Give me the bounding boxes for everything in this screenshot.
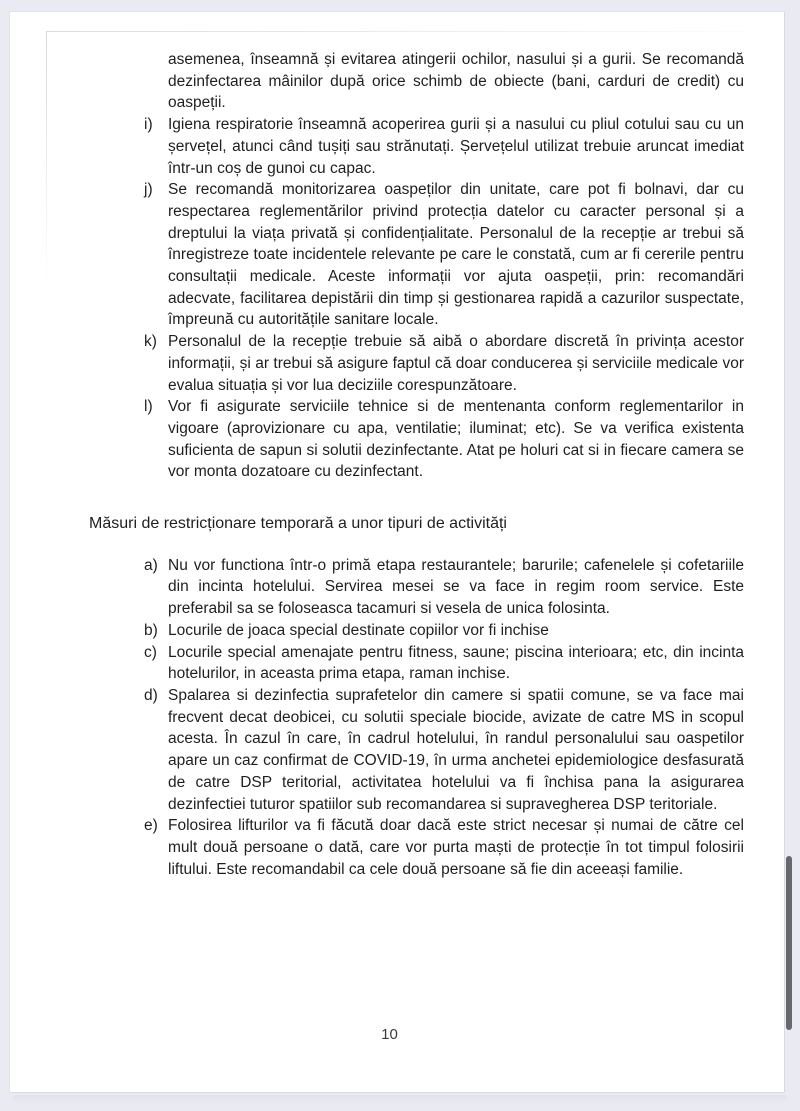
list-item	[89, 815, 744, 880]
list-item	[89, 179, 744, 331]
list-item	[89, 331, 744, 396]
list-item-text: Personalul de la recepție trebuie să aibă o abordare discretă în privința acestor informații, și ar trebui să asigure faptul că doar conducerea și serviciile medicale vor evalua situația și vor lua deciziile corespunzătoare.	[168, 333, 744, 394]
list-item-label: j)	[144, 181, 153, 199]
list-item-label: c)	[144, 643, 157, 661]
list-item-label: a)	[144, 556, 158, 574]
list-item-text: Locurile special amenajate pentru fitness, saune; piscina interioara; etc, din incinta hotelurilor, in aceasta prima etapa, raman inchise.	[168, 643, 744, 683]
list-item	[89, 396, 744, 483]
list-item	[89, 555, 744, 620]
list-item-label: d)	[144, 686, 158, 704]
list-item	[89, 620, 744, 642]
page-stack-shadow	[14, 1095, 786, 1103]
section-heading: Măsuri de restricționare temporară a unor tipuri de activități	[89, 515, 507, 533]
list-item-text: Folosirea lifturilor va fi făcută doar dacă este strict necesar și numai de către cel mult două persoane o dată, care vor purta maști de protecție în tot timpul folosirii liftului. Este recomandabil ca cele două persoane să fie din aceeași familie.	[168, 817, 744, 878]
list-item	[89, 114, 744, 179]
hygiene-list	[89, 114, 744, 483]
list-item-text: Vor fi asigurate serviciile tehnice si de mentenanta conform reglementarilor in vigoare (aprovizionare cu apa, ventilatie; iluminat; etc). Se va verifica existenta suficienta de sapun si solutii dezinfectante. Atat pe holuri cat si in fiecare camera se vor monta dozatoare cu dezinfectant.	[168, 398, 744, 481]
list-item-text: Locurile de joaca special destinate copiilor vor fi inchise	[168, 621, 549, 639]
list-item-label: k)	[144, 333, 157, 351]
list-item-label: b)	[144, 621, 158, 639]
list-item-label: i)	[144, 116, 153, 134]
document-page	[9, 11, 785, 1093]
restrictions-list	[89, 555, 744, 881]
list-item-label: e)	[144, 817, 158, 835]
document-content	[10, 12, 784, 880]
list-item-text: Nu vor functiona într-o primă etapa restaurantele; barurile; cafenelele și cofetariile din incinta hotelului. Servirea mesei se va face in regim room service. Este preferabil sa se foloseasca tacamuri si vesela de unica folosinta.	[168, 556, 744, 618]
list-item	[89, 642, 744, 685]
list-item-text: Se recomandă monitorizarea oaspeților din unitate, care pot fi bolnavi, dar cu respectarea reglementărilor privind protecția datelor cu caracter personal și a dreptului la viața privată și confidențialitate. Personalul de la recepție ar trebui să înregistreze toate incidentele relevante pe care le constată, cum ar fi cererile pentru consultații medicale. Aceste informații vor ajuta oaspeții, prin: recomandări adecvate, facilitarea depistării din timp și gestionarea rapidă a cazurilor suspectate, împreună cu autoritățile sanitare locale.	[168, 181, 744, 329]
continuation-paragraph: asemenea, înseamnă și evitarea atingerii ochilor, nasului și a gurii. Se recomandă dezinfectarea mâinilor după orice schimb de obiecte (bani, carduri de credit) cu oaspeții.	[168, 51, 744, 112]
list-item-label: l)	[144, 398, 153, 416]
list-item-text: Spalarea si dezinfectia suprafetelor din camere si spatii comune, se va face mai frecvent decat deobicei, cu solutii speciale biocide, avizate de catre MS in scopul acesta. În cazul în care, în cadrul hotelului, în randul personalului sau oaspetilor apare un caz confirmat de COVID-19, în urma anchetei epidemiologice desfasurată de catre DSP teritorial, activitatea hotelului va fi închisa pana la asigurarea dezinfectiei tuturor spatiilor sub recomandarea si supravegherea DSP teritoriale.	[168, 686, 744, 813]
list-item	[89, 685, 744, 815]
list-item-text: Igiena respiratorie înseamnă acoperirea gurii și a nasului cu pliul cotului sau cu un șervețel, atunci când tușiți sau strănutați. Șervețelul utilizat trebuie aruncat imediat într-un coș de gunoi cu capac.	[168, 116, 744, 177]
scrollbar-thumb[interactable]	[786, 856, 792, 1030]
page-number: 10	[381, 1026, 398, 1043]
